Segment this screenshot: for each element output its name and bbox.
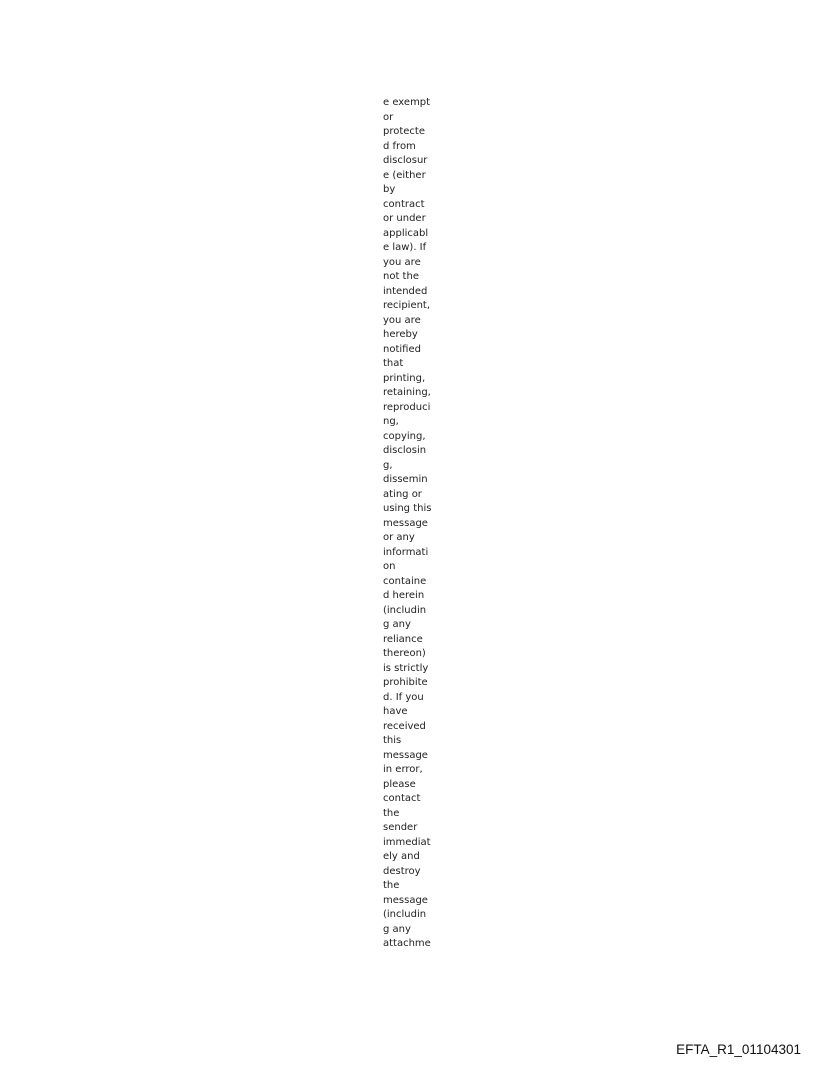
text-line: destroy bbox=[383, 865, 421, 877]
text-line: (includin bbox=[383, 604, 427, 616]
text-line: disclosin bbox=[383, 445, 427, 456]
text-line: that bbox=[383, 358, 404, 369]
text-line: in error, bbox=[383, 764, 423, 775]
text-line: reproduci bbox=[383, 401, 431, 413]
text-line: is strictly bbox=[383, 662, 429, 674]
text-line: intended bbox=[383, 285, 428, 297]
text-line: or any bbox=[383, 532, 415, 543]
text-line: d. If you bbox=[383, 691, 424, 703]
text-line: by bbox=[383, 184, 396, 195]
text-line: you are bbox=[383, 256, 421, 268]
text-line: received bbox=[383, 720, 426, 732]
text-line: ely and bbox=[383, 851, 420, 862]
text-line: hereby bbox=[383, 329, 418, 340]
text-line: informati bbox=[383, 546, 429, 558]
text-line: notified bbox=[383, 343, 421, 355]
text-line: g, bbox=[383, 459, 393, 471]
text-line: g any bbox=[383, 619, 411, 630]
text-line: sender bbox=[383, 822, 418, 833]
disclaimer-text-column bbox=[383, 96, 445, 952]
text-line: applicabl bbox=[383, 227, 429, 239]
text-line: have bbox=[383, 706, 408, 717]
text-line: d from bbox=[383, 140, 416, 152]
text-line: immediat bbox=[383, 836, 431, 848]
text-line: the bbox=[383, 880, 400, 891]
document-id: EFTA_R1_01104301 bbox=[676, 1042, 801, 1057]
text-line: or under bbox=[383, 213, 426, 224]
text-line: dissemin bbox=[383, 474, 428, 485]
text-line: e exempt bbox=[383, 97, 431, 108]
text-line: you are bbox=[383, 314, 421, 326]
text-line: copying, bbox=[383, 430, 426, 442]
text-line: this bbox=[383, 735, 402, 746]
text-line: ating or bbox=[383, 488, 422, 500]
text-line: message bbox=[383, 517, 428, 529]
text-line: reliance bbox=[383, 633, 423, 645]
text-line: containe bbox=[383, 575, 427, 587]
text-line: thereon) bbox=[383, 648, 426, 659]
text-line: message bbox=[383, 749, 428, 761]
text-line: recipient, bbox=[383, 300, 431, 311]
text-line: message bbox=[383, 894, 428, 906]
text-line: not the bbox=[383, 271, 419, 282]
text-line: disclosur bbox=[383, 155, 428, 166]
text-line: contact bbox=[383, 793, 421, 804]
text-line: or bbox=[383, 111, 394, 123]
text-line: please bbox=[383, 778, 416, 790]
text-line: ng, bbox=[383, 416, 399, 427]
text-line: (includin bbox=[383, 909, 427, 920]
text-line: d herein bbox=[383, 590, 425, 601]
text-line: using this bbox=[383, 503, 432, 514]
text-line: protecte bbox=[383, 126, 426, 137]
text-line: contract bbox=[383, 198, 425, 210]
text-line: retaining, bbox=[383, 387, 431, 398]
text-line: e (either bbox=[383, 169, 426, 181]
text-line: the bbox=[383, 807, 400, 819]
text-line: on bbox=[383, 561, 396, 572]
text-line: attachme bbox=[383, 938, 431, 949]
text-line: prohibite bbox=[383, 677, 428, 688]
text-line: e law). If bbox=[383, 242, 427, 253]
text-line: printing, bbox=[383, 372, 426, 384]
text-line: g any bbox=[383, 923, 411, 935]
